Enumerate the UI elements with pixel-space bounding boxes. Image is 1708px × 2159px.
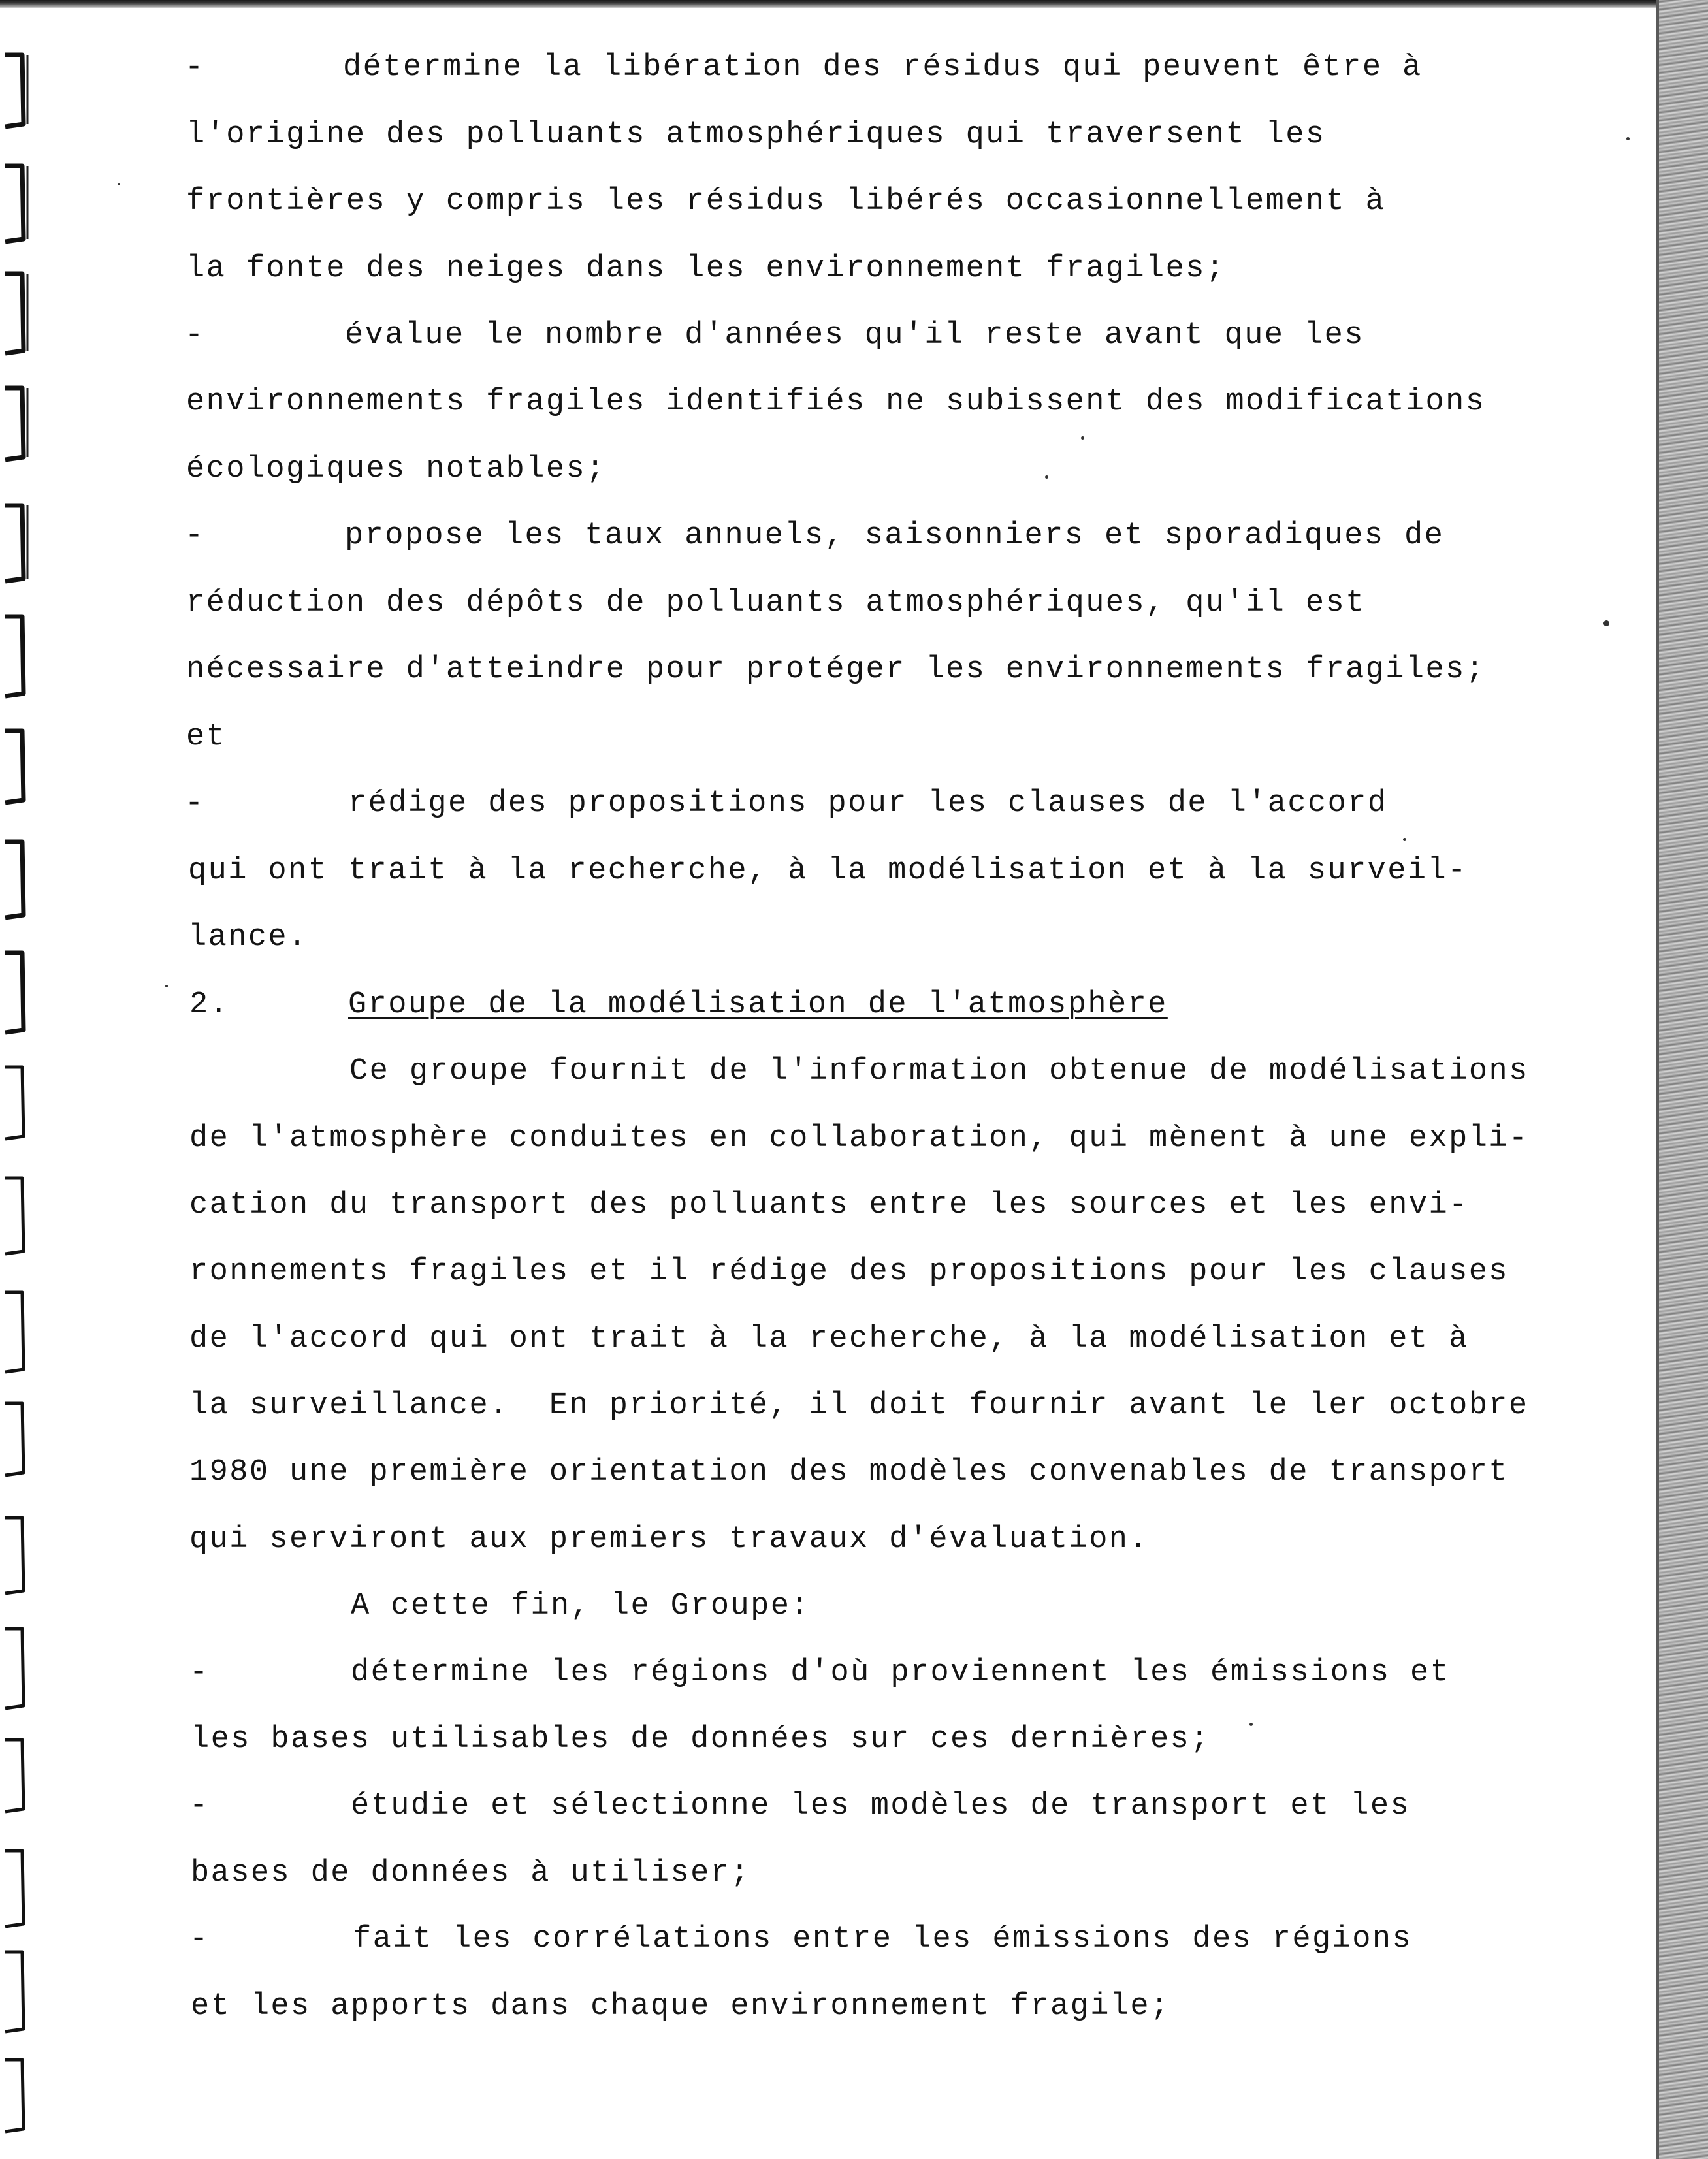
text-line: détermine la libération des résidus qui peuvent être à [343, 50, 1423, 85]
text-line: qui serviront aux premiers travaux d'évaluation. [189, 1522, 1150, 1557]
binder-bracket-mark [3, 157, 30, 255]
binder-bracket-mark [3, 833, 30, 931]
text-line: écologiques notables; [186, 452, 606, 487]
binder-bracket-mark [3, 379, 30, 477]
text-line: l'origine des polluants atmosphériques qui traversent les [186, 118, 1326, 152]
text-line: rédige des propositions pour les clauses de l'accord [348, 786, 1388, 821]
scan-right-edge [1659, 0, 1708, 2159]
text-line: 1980 une première orientation des modèles convenables de transport [189, 1455, 1509, 1490]
binder-bracket-mark [3, 944, 30, 1042]
text-line: nécessaire d'atteindre pour protéger les environnements fragiles; [186, 652, 1486, 687]
bullet-dash: - [185, 50, 204, 85]
text-line: frontières y compris les résidus libérés occasionnellement à [186, 184, 1386, 219]
text-line: la surveillance. En priorité, il doit fournir avant le ler octobre [189, 1388, 1529, 1423]
scan-top-border [0, 0, 1659, 8]
binder-bracket-mark [3, 264, 30, 362]
binder-bracket-mark [3, 1509, 30, 1607]
bullet-dash: - [185, 318, 204, 353]
binder-bracket-mark [3, 1943, 30, 2041]
text-line: A cette fin, le Groupe: [351, 1589, 811, 1623]
scan-speck [118, 183, 120, 185]
scan-speck [165, 985, 168, 987]
scan-speck [1403, 838, 1406, 841]
binder-bracket-mark [3, 1842, 30, 1940]
scan-speck [1081, 436, 1084, 440]
section-number: 2. [189, 987, 230, 1022]
text-line: bases de données à utiliser; [191, 1856, 750, 1891]
binder-bracket-mark [3, 1620, 30, 1718]
text-line: fait les corrélations entre les émissions des régions [353, 1922, 1413, 1957]
text-line: environnements fragiles identifiés ne subissent des modifications [186, 385, 1486, 419]
binder-bracket-mark [3, 46, 30, 144]
binder-bracket-mark [3, 496, 30, 594]
text-line: détermine les régions d'où proviennent les émissions et [351, 1655, 1451, 1690]
text-line: et [186, 720, 227, 754]
bullet-dash: - [189, 1922, 208, 1957]
scan-speck [1249, 1723, 1253, 1726]
bullet-dash: - [189, 1789, 208, 1823]
text-line: la fonte des neiges dans les environnement fragiles; [186, 251, 1226, 286]
text-line: réduction des dépôts de polluants atmosphériques, qu'il est [186, 586, 1366, 620]
text-line: les bases utilisables de données sur ces dernières; [191, 1722, 1210, 1757]
text-line: de l'atmosphère conduites en collaboration, qui mènent à une expli- [189, 1121, 1529, 1156]
section-heading: Groupe de la modélisation de l'atmosphère [348, 987, 1168, 1022]
text-line: de l'accord qui ont trait à la recherche, à la modélisation et à [189, 1322, 1469, 1356]
text-line: évalue le nombre d'années qu'il reste avant que les [345, 318, 1364, 353]
binder-bracket-mark [3, 1169, 30, 1267]
binder-bracket-mark [3, 607, 30, 705]
text-line: ronnements fragiles et il rédige des propositions pour les clauses [189, 1255, 1509, 1289]
scan-speck [1045, 475, 1048, 479]
binder-bracket-mark [3, 1394, 30, 1492]
text-line: lance. [188, 920, 308, 955]
text-line: cation du transport des polluants entre les sources et les envi- [189, 1188, 1469, 1223]
bullet-dash: - [189, 1655, 208, 1690]
binder-bracket-mark [3, 722, 30, 820]
binder-bracket-mark [3, 1058, 30, 1156]
text-line: qui ont trait à la recherche, à la modélisation et à la surveil- [188, 854, 1468, 888]
binder-bracket-mark [3, 1731, 30, 1829]
bullet-dash: - [185, 519, 204, 553]
text-line: Ce groupe fournit de l'information obtenue de modélisations [349, 1054, 1529, 1089]
scan-speck [1603, 620, 1609, 626]
binder-bracket-mark [3, 1283, 30, 1381]
text-line: et les apports dans chaque environnement fragile; [191, 1989, 1170, 2024]
binder-bracket-mark [3, 2051, 30, 2149]
text-line: étudie et sélectionne les modèles de transport et les [351, 1789, 1411, 1823]
scan-speck [1626, 137, 1630, 140]
bullet-dash: - [185, 786, 204, 821]
text-line: propose les taux annuels, saisonniers et sporadiques de [345, 519, 1445, 553]
